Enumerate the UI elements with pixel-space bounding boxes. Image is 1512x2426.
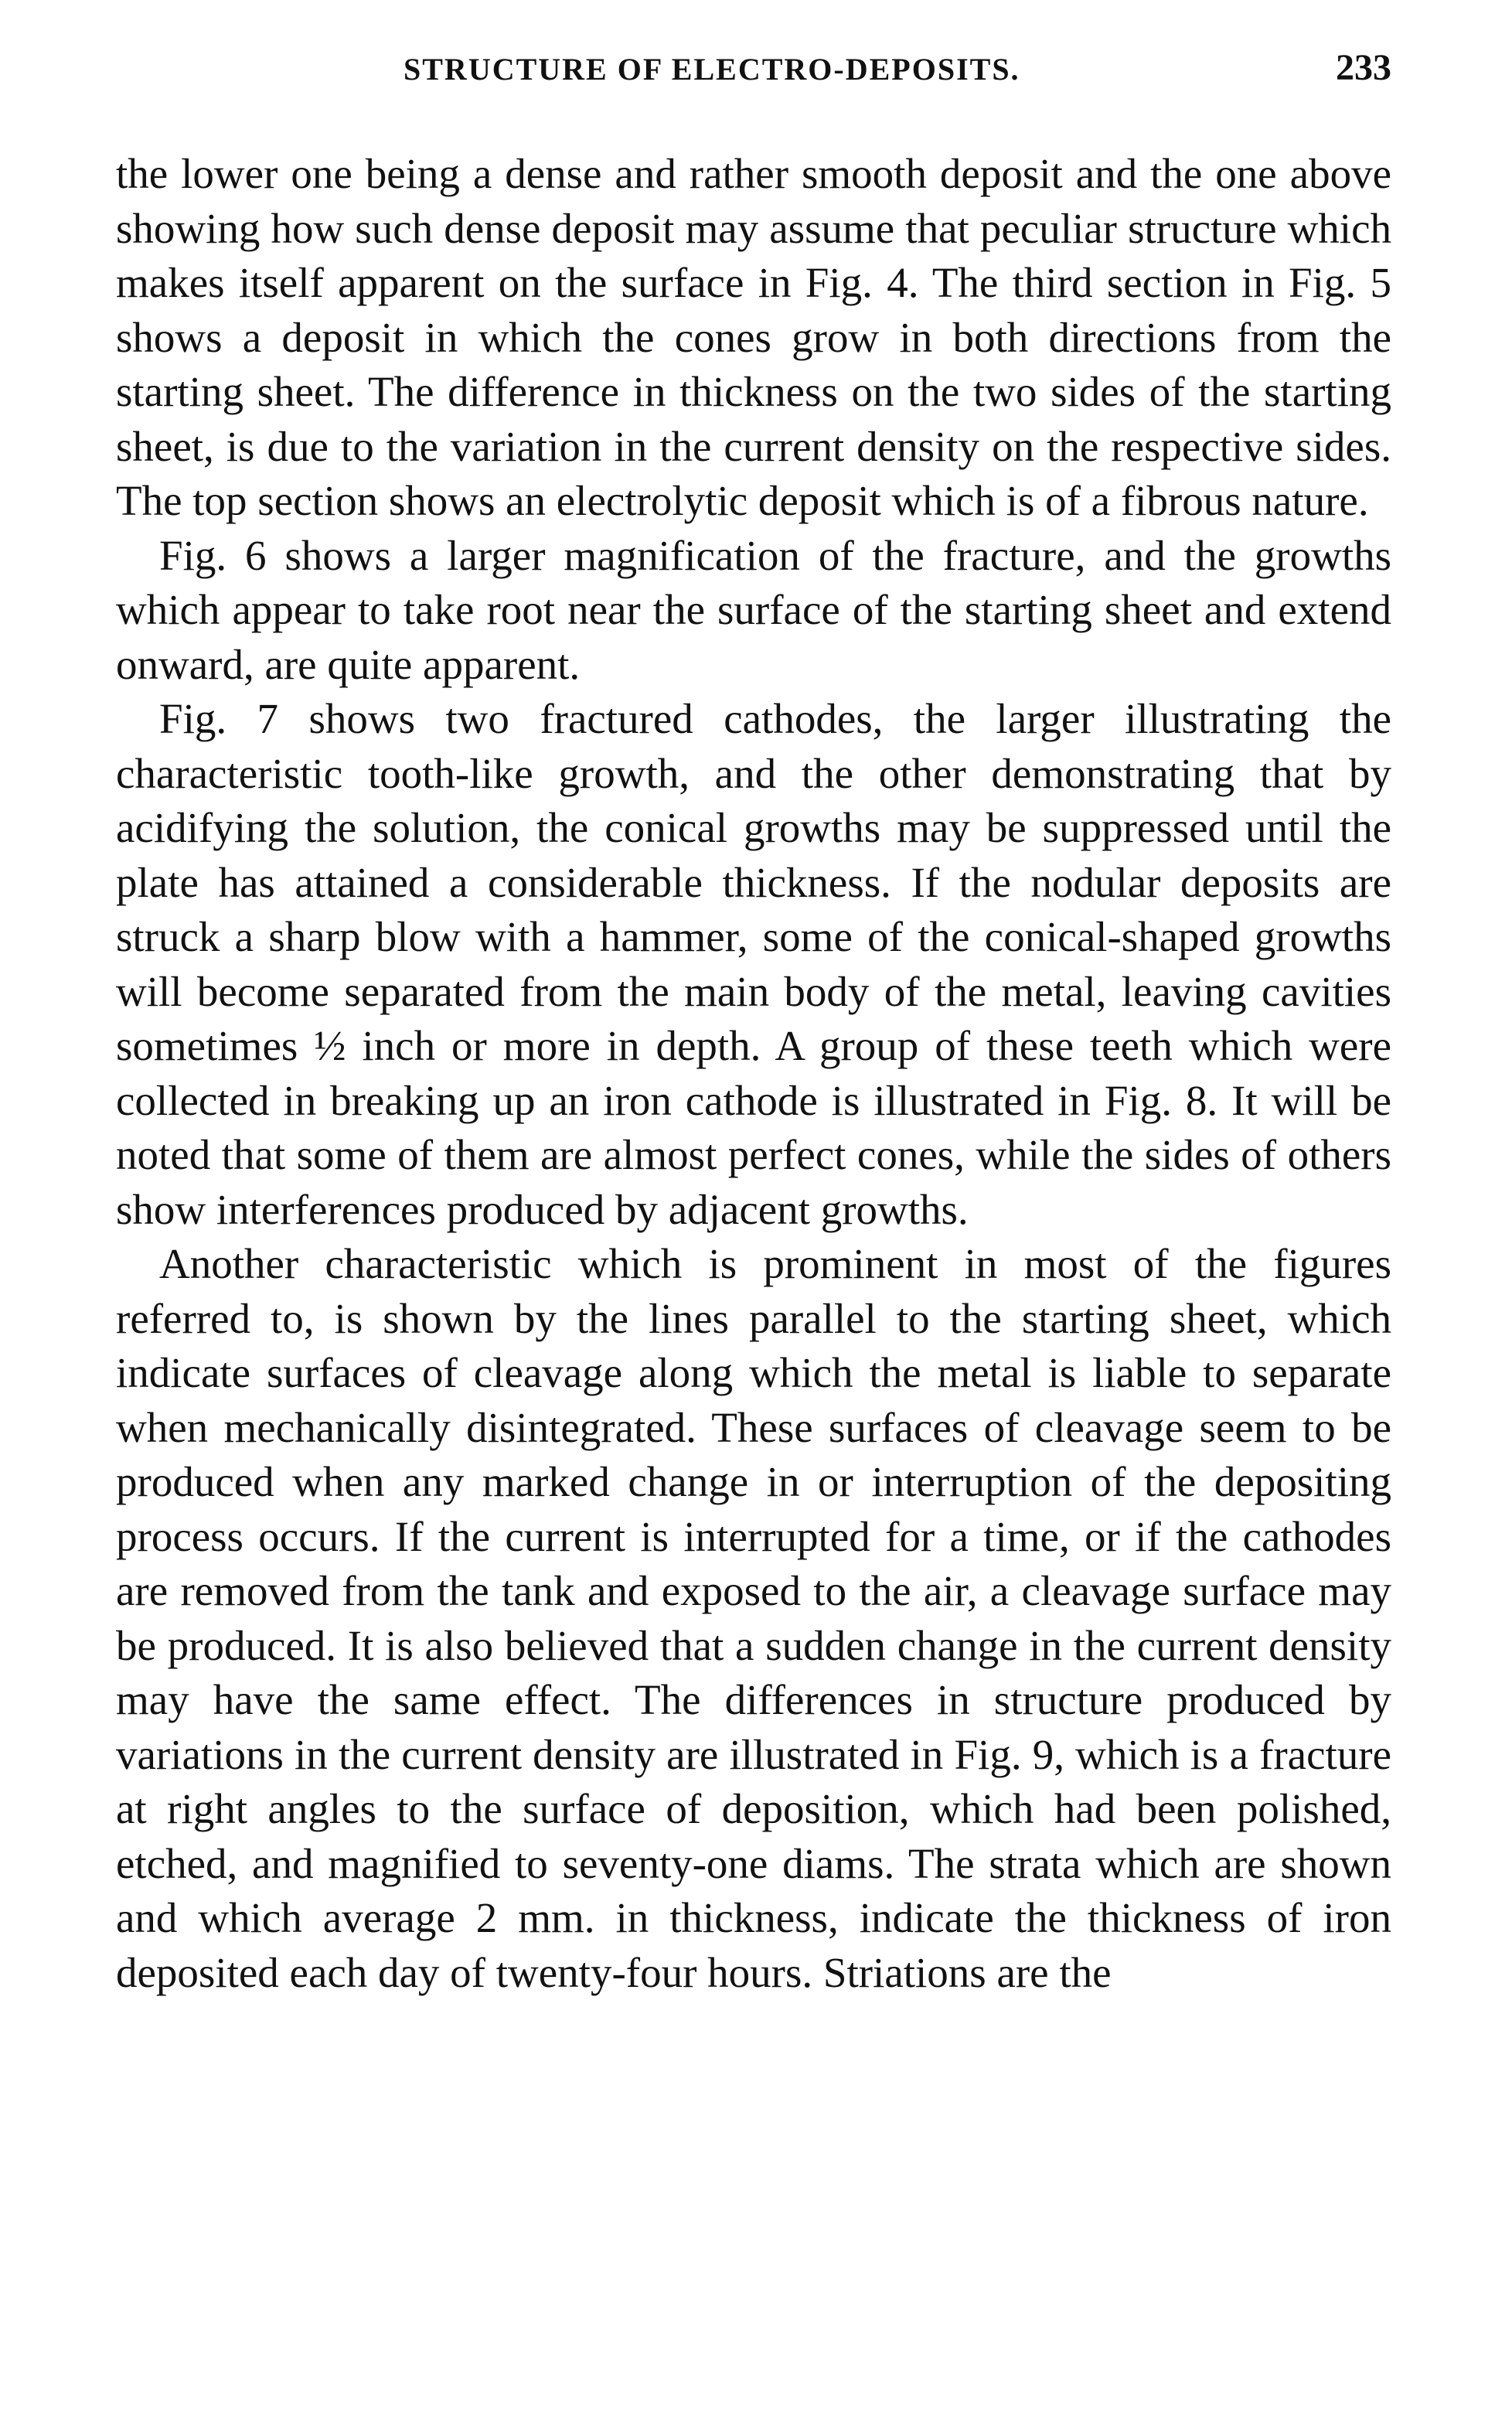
- running-head: STRUCTURE OF ELECTRO-DEPOSITS.: [404, 52, 1020, 87]
- paragraph-continued: the lower one being a dense and rather smooth deposit and the one above showing how such dense deposit may assume that peculiar structure which makes itself apparent on the surface in Fig. 4. The third section in Fig. 5 shows a deposit in which the cones grow in both directions from the starting sheet. The difference in thickness on the two sides of the starting sheet, is due to the variation in the current density on the respective sides. The top section shows an electrolytic deposit which is of a fibrous nature.: [116, 150, 1391, 524]
- paragraph-fig7: Fig. 7 shows two fractured cathodes, the larger illustrating the characteristic tooth-like growth, and the other demonstrating that by acidifying the solution, the conical growths may be suppressed until the plate has attained a considerable thickness. If the nodular deposits are struck a sharp blow with a hammer, some of the conical-shaped growths will become separated from the main body of the metal, leaving cavities sometimes ½ inch or more in depth. A group of these teeth which were collected in breaking up an iron cathode is illustrated in Fig. 8. It will be noted that some of them are almost perfect cones, while the sides of others show interferences produced by adjacent growths.: [116, 695, 1391, 1233]
- page-number: 233: [1336, 47, 1391, 88]
- page-header: [116, 45, 1391, 107]
- paragraph-fig6: Fig. 6 shows a larger magnification of the fracture, and the growths which appear to take root near the surface of the starting sheet and extend onward, are quite apparent.: [116, 531, 1391, 688]
- body-text: [116, 147, 1391, 2000]
- paragraph-cleavage: Another characteristic which is prominent in most of the figures referred to, is shown by the lines parallel to the starting sheet, which indicate surfaces of cleavage along which the metal is liable to separate when mechanically disintegrated. These surfaces of cleavage seem to be produced when any marked change in or interruption of the depositing process occurs. If the current is interrupted for a time, or if the cathodes are removed from the tank and exposed to the air, a cleavage surface may be produced. It is also believed that a sudden change in the current density may have the same effect. The differences in structure produced by variations in the current density are illustrated in Fig. 9, which is a fracture at right angles to the surface of deposition, which had been polished, etched, and magnified to seventy-one diams. The strata which are shown and which average 2 mm. in thickness, indicate the thickness of iron deposited each day of twenty-four hours. Striations are the: [116, 1240, 1391, 1996]
